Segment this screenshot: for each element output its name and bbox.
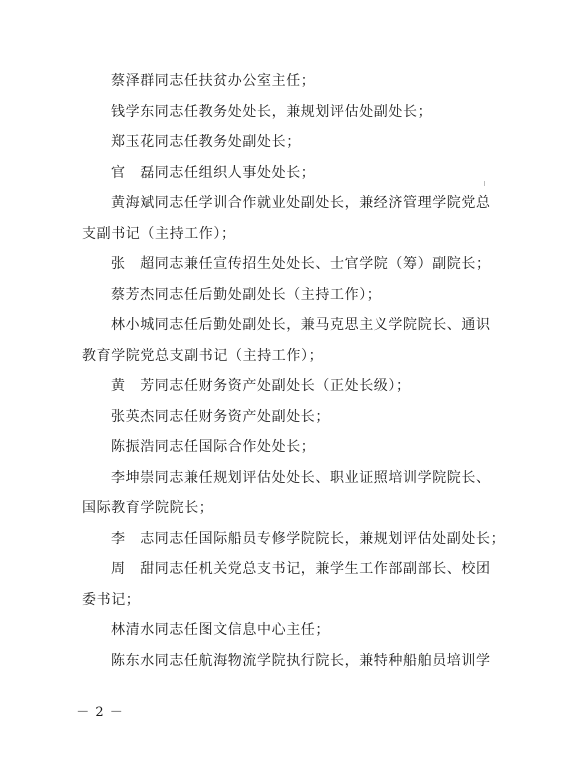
- text-line: 黄海斌同志任学训合作就业处副处长，兼经济管理学院党总: [111, 195, 491, 211]
- text-line: 张 超同志兼任宣传招生处处长、士官学院（筹）副院长；: [111, 256, 491, 272]
- text-line: 蔡芳杰同志任后勤处副处长（主持工作）；: [111, 286, 382, 303]
- text-line: 蔡泽群同志任扶贫办公室主任；: [111, 73, 316, 89]
- text-line: 委书记；: [82, 591, 141, 608]
- text-line: 钱学东同志任教务处处长，兼规划评估处副处长；: [111, 103, 433, 120]
- appointment-list: [82, 66, 522, 676]
- text-line: 陈东水同志任航海物流学院执行院长，兼特种船舶员培训学: [111, 652, 491, 669]
- text-line: 林小城同志任后勤处副处长，兼马克思主义学院院长、通识: [111, 317, 491, 333]
- text-line: 张英杰同志任财务资产处副处长；: [111, 408, 330, 425]
- text-line: 教育学院党总支副书记（主持工作）；: [82, 347, 324, 364]
- text-line: 陈振浩同志任国际合作处处长；: [111, 439, 316, 455]
- text-line: 官 磊同志任组织人事处处长；: [111, 164, 316, 181]
- page-number: － 2 －: [76, 705, 124, 720]
- text-line: 郑玉花同志任教务处副处长；: [111, 134, 301, 150]
- text-line: 李坤崇同志兼任规划评估处处长、职业证照培训学院院长、: [111, 469, 491, 486]
- text-line: 支副书记（主持工作）；: [82, 225, 236, 242]
- text-line: 林清水同志任图文信息中心主任；: [111, 622, 330, 638]
- text-line: 李 志同志任国际船员专修学院院长，兼规划评估处副处长；: [111, 530, 506, 547]
- text-line: 国际教育学院院长；: [82, 500, 214, 516]
- text-line: 黄 芳同志任财务资产处副处长（正处长级）；: [111, 378, 411, 394]
- text-line: 周 甜同志任机关党总支书记，兼学生工作部副部长、校团: [111, 561, 491, 577]
